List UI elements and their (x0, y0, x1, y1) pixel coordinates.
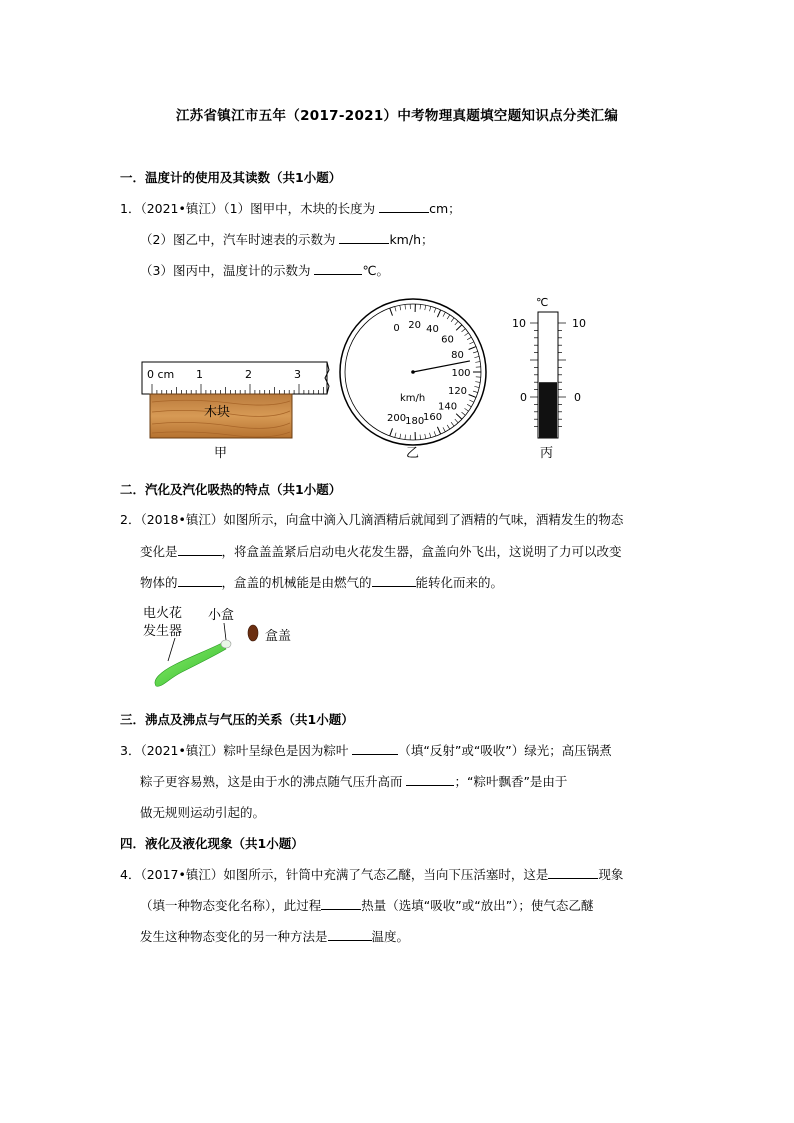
q4-text-e: 发生这种物态变化的另一种方法是 (140, 929, 328, 944)
q4-text-d: 热量（选填“吸收”或“放出”）；使气态乙醚 (361, 898, 594, 913)
q2-text-a: 变化是 (140, 544, 178, 559)
q2-text-b: ，将盒盖盖紧后启动电火花发生器，盒盖向外飞出，这说明了力可以改变 (221, 544, 622, 559)
thermo-unit: ℃ (536, 296, 549, 309)
q2-text-d: ，盒盖的机械能是由燃气的 (221, 575, 372, 590)
section-heading-3: 三．沸点及沸点与气压的关系（共1小题） (120, 712, 354, 727)
q3-text-b: （填“反射”或“吸收”）绿光；高压锅煮 (398, 743, 612, 758)
q2-text-e: 能转化而来的。 (415, 575, 504, 590)
answer-blank[interactable] (372, 573, 416, 587)
answer-blank[interactable] (406, 772, 454, 786)
question-2-line-2 (140, 542, 622, 560)
caption-a: 甲 (214, 446, 228, 461)
answer-blank[interactable] (379, 199, 429, 213)
ruler-label-2: 2 (245, 368, 252, 381)
speed-label: 80 (451, 350, 464, 362)
q1-text-b: cm； (429, 201, 461, 216)
thermo-top-left: 10 (512, 317, 526, 330)
speed-unit: km/h (400, 393, 426, 404)
speed-label: 20 (408, 320, 422, 332)
block-label: 木块 (204, 405, 231, 420)
thermo-liquid (539, 382, 557, 438)
q3-text-c: 粽子更容易熟，这是由于水的沸点随气压升高而 (140, 774, 407, 789)
ruler-label-0: 0 cm (147, 368, 175, 381)
ruler-label-3: 3 (294, 368, 301, 381)
question-2-line-1: 2．（2018•镇江）如图所示，向盒中滴入几滴酒精后就闻到了酒精的气味，酒精发生的物态 (120, 512, 624, 527)
question-1-line-3 (140, 261, 389, 279)
generator-body (155, 643, 226, 686)
section-heading-1: 一．温度计的使用及其读数（共1小题） (120, 170, 342, 185)
question-3-line-3: 做无规则运动引起的。 (140, 805, 266, 820)
q1-text-f: ℃。 (362, 263, 389, 278)
speed-label: 120 (447, 385, 468, 397)
label-generator-1: 电火花 (143, 606, 183, 621)
figure-spark-generator (140, 598, 320, 693)
speed-label: 0 (393, 322, 400, 334)
answer-blank[interactable] (328, 927, 372, 941)
thermo-zero-right: 0 (574, 391, 581, 404)
wood-block (150, 394, 292, 438)
q1-text-a: 1．（2021•镇江）（1）图甲中，木块的长度为 (120, 201, 380, 216)
question-4-line-1 (120, 865, 623, 883)
question-1-line-1 (120, 199, 461, 217)
speed-label: 140 (437, 401, 458, 413)
q1-text-d: km/h； (389, 232, 434, 247)
answer-blank[interactable] (548, 865, 598, 879)
figure-measurements (130, 290, 610, 465)
answer-blank[interactable] (314, 261, 362, 275)
q3-text-a: 3．（2021•镇江）粽叶呈绿色是因为粽叶 (120, 743, 353, 758)
ruler (142, 362, 329, 394)
question-2-line-3 (140, 573, 503, 591)
box-lid (248, 625, 258, 641)
question-4-line-2 (140, 896, 593, 914)
speed-label: 100 (451, 368, 471, 379)
speed-label: 40 (426, 324, 439, 336)
section-heading-4: 四．液化及液化现象（共1小题） (120, 836, 304, 851)
page-title: 江苏省镇江市五年（2017-2021）中考物理真题填空题知识点分类汇编 (175, 108, 619, 124)
label-box: 小盒 (208, 608, 235, 623)
speed-label: 200 (387, 413, 407, 425)
caption-b: 乙 (406, 446, 420, 461)
q4-text-a: 4．（2017•镇江）如图所示，针筒中充满了气态乙醚，当向下压活塞时，这是 (120, 867, 549, 882)
q1-text-c: （2）图乙中，汽车时速表的示数为 (140, 232, 340, 247)
q4-text-c: （填一种物态变化名称），此过程 (140, 898, 322, 913)
answer-blank[interactable] (339, 230, 389, 244)
thermo-top-right: 10 (572, 317, 586, 330)
q2-text-c: 物体的 (140, 575, 178, 590)
speed-label: 60 (441, 334, 454, 346)
speed-label: 160 (422, 411, 443, 423)
label-lid: 盒盖 (265, 629, 292, 644)
label-generator-2: 发生器 (143, 624, 183, 639)
ruler-label-1: 1 (196, 368, 203, 381)
answer-blank[interactable] (178, 573, 222, 587)
question-4-line-3 (140, 927, 409, 945)
question-3-line-2 (140, 772, 567, 790)
thermometer (512, 296, 586, 438)
q1-text-e: （3）图丙中，温度计的示数为 (140, 263, 315, 278)
caption-c: 丙 (540, 446, 554, 461)
question-1-line-2 (140, 230, 434, 248)
q4-text-f: 温度。 (371, 929, 410, 944)
speedometer (340, 299, 486, 445)
answer-blank[interactable] (178, 542, 222, 556)
answer-blank[interactable] (352, 741, 398, 755)
question-3-line-1 (120, 741, 612, 759)
section-heading-2: 二．汽化及汽化吸热的特点（共1小题） (120, 482, 342, 497)
q4-text-b: 现象 (598, 867, 624, 882)
thermo-zero-left: 0 (520, 391, 527, 404)
small-box (221, 640, 231, 648)
answer-blank[interactable] (321, 896, 361, 910)
speed-label: 180 (405, 415, 425, 427)
q3-text-d: ；“粽叶飘香”是由于 (454, 774, 568, 789)
